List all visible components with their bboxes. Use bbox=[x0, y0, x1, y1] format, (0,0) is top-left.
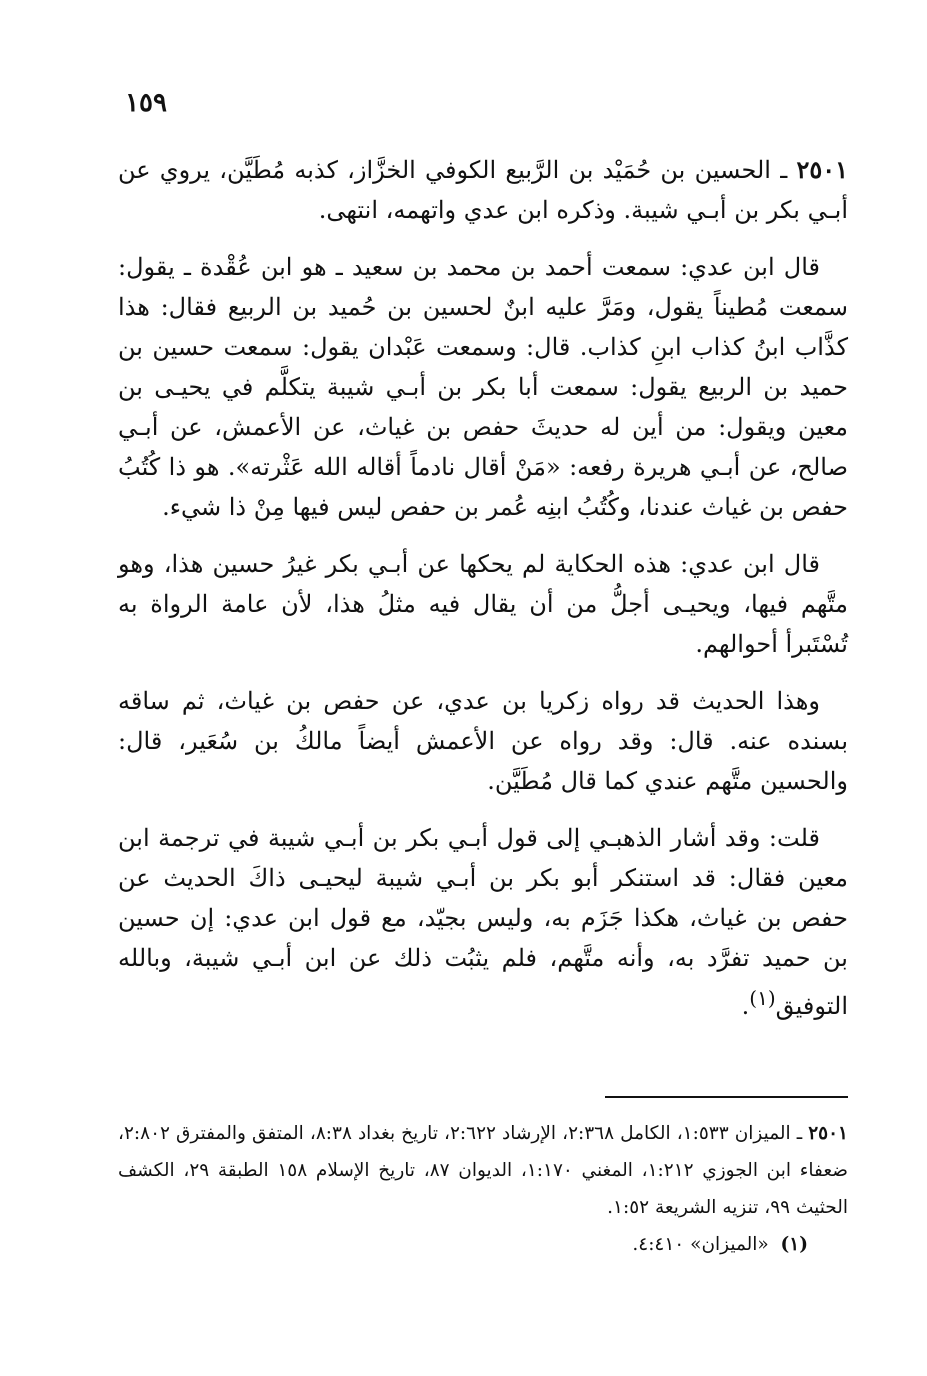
entry-number: ٢٥٠١ bbox=[796, 155, 849, 184]
paragraph: قال ابن عدي: هذه الحكاية لم يحكها عن أبـي بكر غيرُ حسين هذا، وهو متَّهم فيها، ويحيـى أجلُّ من أن يقال فيه مثلُ هذا، لأن عامة الرواة به تُسْتَبرأ أحوالهم. bbox=[118, 550, 848, 658]
footnote-1 bbox=[118, 1226, 848, 1263]
footnote-1-text: «الميزان» ٤:٤١٠. bbox=[632, 1234, 769, 1255]
main-text bbox=[118, 150, 848, 1043]
footnotes bbox=[118, 1115, 848, 1263]
page-number: ١٥٩ bbox=[125, 88, 167, 118]
paragraph: قال ابن عدي: سمعت أحمد بن محمد بن سعيد ـ هو ابن عُقْدة ـ يقول: سمعت مُطيناً يقول، ومَرَّ عليه ابنٌ لحسين بن حُميد بن الربيع فقال: هذا كذَّاب ابنُ كذاب ابنِ كذاب. قال: وسمعت عَبْدان يقول: سمعت حسين بن حميد بن الربيع يقول: سمعت أبا بكر بن أبـي شيبة يتكلَّم في يحيـى بن معين ويقول: من أين له حديثَ حفص بن غياث، عن الأعمش، عن أبـي صالح، عن أبـي هريرة رفعه: «مَنْ أقال نادماً أقاله الله عَثْرته». هو ذا كُتُبُ حفص بن غياث عندنا، وكُتُبُ ابنِه عُمر بن حفص ليس فيها مِنْ ذا شيء. bbox=[118, 253, 848, 521]
entry-dash: ـ bbox=[770, 156, 797, 184]
entry-paragraph bbox=[118, 150, 848, 230]
paragraph: وهذا الحديث قد رواه زكريا بن عدي، عن حفص بن غياث، ثم ساقه بسنده عنه. قال: وقد رواه عن الأعمش أيضاً مالكُ بن سُعَير، قال: والحسين متَّهم عندي كما قال مُطَيَّن. bbox=[118, 687, 848, 795]
references-text: ـ الميزان ١:٥٣٣، الكامل ٢:٣٦٨، الإرشاد ٢:٦٢٢، تاريخ بغداد ٨:٣٨، المتفق والمفترق ٢:٨٠٢، ضعفاء ابن الجوزي ١:٢١٢، المغني ١:١٧٠، الديوان ٨٧، تاريخ الإسلام ١٥٨ الطبقة ٢٩، الكشف الحثيث ٩٩، تنزيه الشريعة ١:٥٢. bbox=[118, 1123, 849, 1218]
closing-period: . bbox=[741, 992, 750, 1020]
paragraph-text: قلت: وقد أشار الذهبـي إلى قول أبـي بكر بن أبـي شيبة في ترجمة ابن معين فقال: قد استنكر أبو بكر بن أبـي شيبة ليحيـى ذاكَ الحديث عن حفص بن غياث، هكذا جَزَم به، وليس بجيّد، مع قول ابن عدي: إن حسين بن حميد تفرَّد به، وأنه متَّهم، فلم يثبُت ذلك عن ابن أبـي شيبة، وبالله التوفيق bbox=[118, 824, 849, 1020]
references-entry-number: ٢٥٠١ bbox=[808, 1123, 848, 1144]
final-paragraph bbox=[118, 818, 848, 1026]
footnote-divider bbox=[605, 1096, 848, 1098]
footnote-reference: (١) bbox=[749, 986, 776, 1010]
footnote-1-marker: (١) bbox=[780, 1234, 808, 1255]
references-footnote bbox=[118, 1115, 848, 1226]
entry-text: الحسين بن حُمَيْد بن الرَّبيع الكوفي الخزَّاز، كذبه مُطَيَّن، يروي عن أبـي بكر بن أبـي شيبة. وذكره ابن عدي واتهمه، انتهى. bbox=[118, 156, 848, 224]
